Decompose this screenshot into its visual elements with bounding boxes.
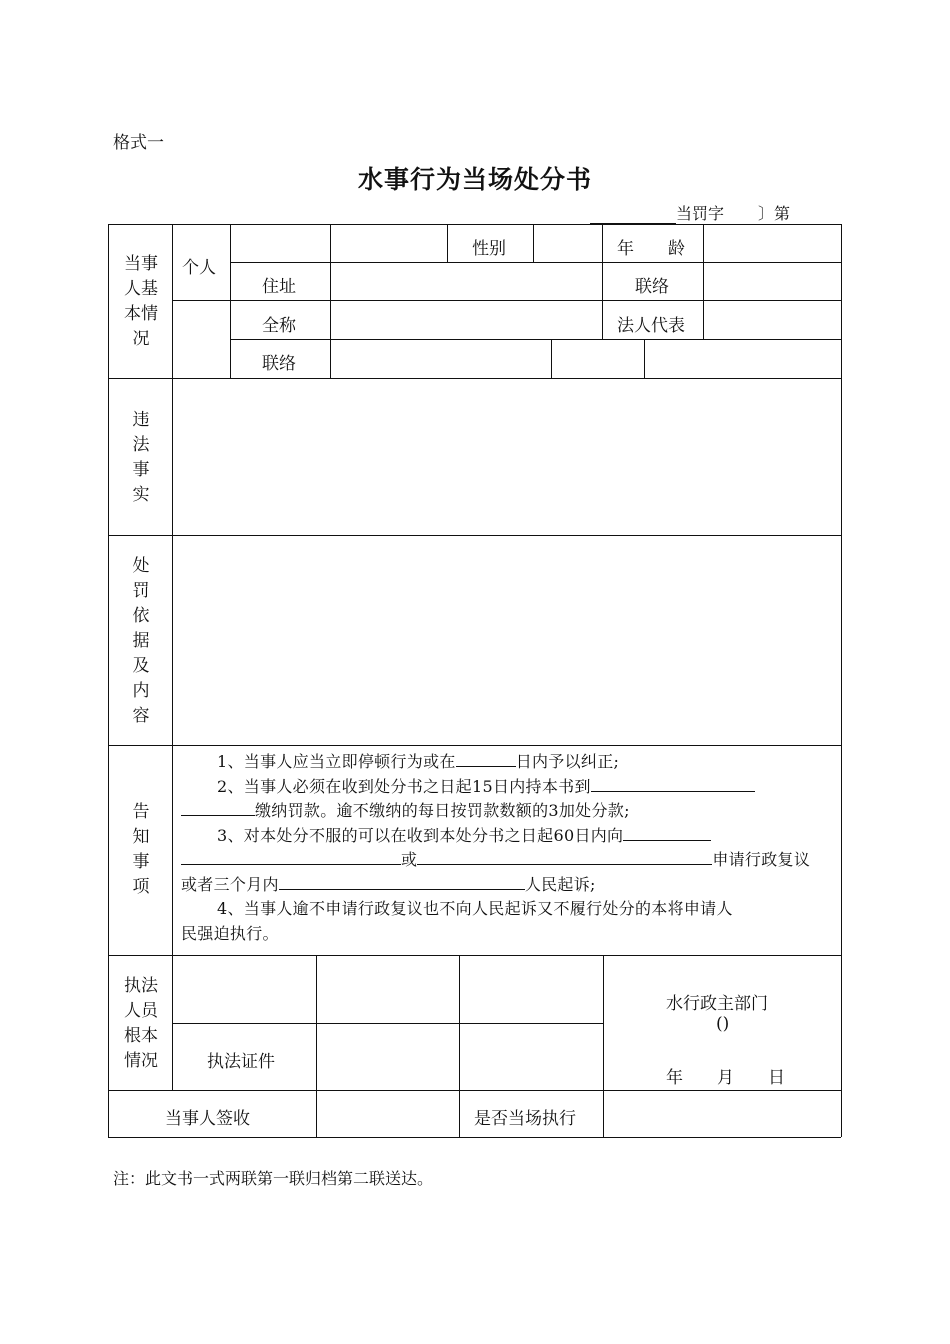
seal-placeholder: () [716, 1014, 730, 1034]
doc-number-label: 当罚字 [676, 204, 725, 223]
notice-item-3-cont: 或 申请行政复议 [181, 848, 833, 873]
document-title: 水事行为当场处分书 [357, 165, 592, 194]
court-blank[interactable] [279, 874, 525, 890]
party-signature-label: 当事人签收 [165, 1109, 250, 1129]
days-blank[interactable] [456, 751, 516, 767]
gender-label: 性别 [472, 239, 506, 259]
notice-text [181, 750, 833, 946]
cert-label: 执法证件 [207, 1052, 275, 1072]
doc-number-blank[interactable] [590, 206, 676, 224]
department-label: 水行政主部门 [666, 994, 768, 1014]
officer-label: 执法 人员 根本 情况 [124, 976, 158, 1071]
contact2-label: 联络 [262, 354, 296, 374]
notice-item-2: 2、当事人必须在收到处分书之日起15日内持本书到 [181, 775, 833, 800]
age-label: 年 龄 [617, 239, 685, 259]
format-label: 格式一 [113, 133, 164, 153]
notice-item-1: 1、当事人应当立即停顿行为或在 日内予以纠正; [217, 752, 620, 771]
notice-item-3-cont2: 或者三个月内 人民起诉; [181, 874, 596, 894]
footnote: 注：此文书一式两联第一联归档第二联送达。 [113, 1169, 434, 1188]
payment-place-blank[interactable] [591, 776, 755, 792]
notice-item-2-cont: 缴纳罚款。逾不缴纳的每日按罚款数额的3加处分款; [181, 799, 833, 824]
notice-item-3: 3、对本处分不服的可以在收到本处分书之日起60日内向 [181, 824, 833, 849]
contact-label: 联络 [635, 277, 669, 297]
doc-number-bracket: 〕第 [758, 204, 791, 223]
executed-on-site-label: 是否当场执行 [474, 1109, 576, 1129]
fullname-label: 全称 [262, 316, 296, 336]
notice-item-4-cont: 民强迫执行。 [181, 923, 279, 943]
address-label: 住址 [262, 277, 296, 297]
notice-label: 告 知 事 项 [132, 802, 150, 897]
individual-label: 个人 [182, 258, 216, 278]
document-number [590, 201, 790, 224]
penalty-basis-label: 处 罚 依 据 及 内 容 [132, 556, 150, 726]
notice-item-4: 4、当事人逾不申请行政复议也不向人民起诉又不履行处分的本将申请人 [217, 899, 733, 918]
facts-label: 违 法 事 实 [132, 410, 150, 505]
date-label: 年 月 日 [666, 1068, 785, 1088]
legal-rep-label: 法人代表 [617, 316, 685, 336]
party-section-label: 当事 人基 本情 况 [124, 254, 158, 349]
review-org-blank[interactable] [623, 825, 711, 841]
